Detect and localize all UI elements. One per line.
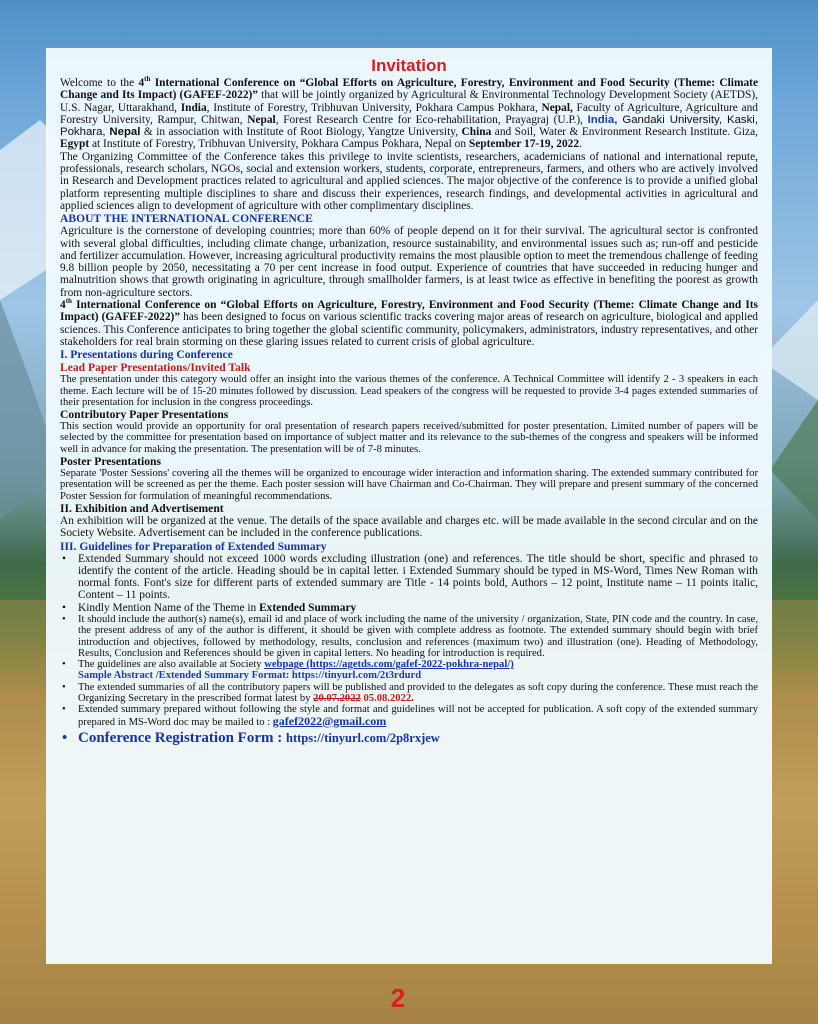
lead-paper-heading: Lead Paper Presentations/Invited Talk [60,361,251,375]
society-webpage-link[interactable]: webpage (https://agetds.com/gafef-2022-pokhra-nepal/) [264,659,514,671]
bullet-icon: • [62,681,66,693]
list-item: • It should include the author(s) name(s), email id and place of work including the name of the university / organization, State, PIN code and the country. In case, the present address of any of the author is different, it should be given with complete address as footnote. The extended summary should begin with brief introduction and objectives, followed by methodology, results, conclusion and references (maximum two) and illustration (one). Heading of Methodology, Results, Conclusion and References should be given in capital letters. No heading for introduction is required. [62,613,758,659]
about-heading: ABOUT THE INTERNATIONAL CONFERENCE [60,212,313,226]
bullet-icon: • [62,601,66,614]
new-deadline: 05.08.2022 [363,693,412,705]
list-item: • Kindly Mention Name of the Theme in Extended Summary [62,601,357,614]
bullet-icon: • [62,659,66,671]
guidelines-heading: III. Guidelines for Preparation of Extended Summary [60,539,327,553]
poster-heading: Poster Presentations [60,455,161,469]
list-item: • The guidelines are also available at Society webpage (https://agetds.com/gafef-2022-pokhra-nepal/) Sample Abstract /Extended Summary Format: https://tinyurl.com/2t3rdurd [62,659,514,682]
sample-format-link[interactable]: Sample Abstract /Extended Summary Format: https://tinyurl.com/2t3rdurd [78,670,422,682]
contributory-text: This section would provide an opportunity for oral presentation of research papers received/submitted for poster presentation. Limited number of papers will be selected by the committee for presentation based on importance of subject matter and its relevance to the sub-themes of the congress and speakers will be informed well in advance for making the presentation. The presentation will be of 7-8 minutes. [60,421,758,455]
organizing-paragraph: The Organizing Committee of the Conference takes this privilege to invite scientists, researchers, academicians of national and international repute, professionals, research scholars, NGOs, social and extension workers, students, corporate, entrepreneurs, farmers, and others who are actively involved in Research and Development practices related to agricultural and applied sciences. The major objective of the conference is to provide a unified global platform representing multiple disciplines to share and discuss their experiences, research findings, and developmental activities in agricultural and applied sciences align to development of agriculture with other complimentary disciplines. [60,150,758,212]
exhibition-heading: II. Exhibition and Advertisement [60,501,224,515]
about-paragraph-2: 4th International Conference on “Global Efforts on Agriculture, Forestry, Environment and Food Security (Theme: Climate Change and Its Impact) (GAFEF-2022)” has been designed to focus on various scientific tracks covering major areas of research on agriculture, biological and applied sciences. This Conference anticipates to bring together the global scientific community, policymakers, administrators, industry representatives, and other stakeholders for real brain storming on these glaring issues related to current crisis of global agriculture. [60,297,759,348]
list-item: • The extended summaries of all the contributory papers will be published and provided to the delegates as soft copy during the conference. These must reach the Organizing Secretary in the prescribed format latest by 20.07.2022 05.08.2022. [62,681,758,705]
poster-text: Separate 'Poster Sessions' covering all the themes will be organized to encourage wider interaction and information sharing. The extended summary contributed for presentation will be screened as per the theme. Each poster session will have Chairman and Co-Chairman. They will prepare and present summary of the concerned Poster Session for formulation of meaningful recommendations. [60,468,758,502]
about-paragraph-1: Agriculture is the cornerstone of developing countries; more than 60% of people depend on it for their survival. The agricultural sector is confronted with several global difficulties, including climate change, urbanization, resource sustainability, and environmental issues such as; run-off and pesticide and fertilizer accumulation. However, increasing agricultural productivity remains the most plausible option to meet the tremendous challenge of feeding 9.8 billion people by 2050, necessitating a 70 per cent increase in food output. Experience of countries that have succeeded in reducing hunger and malnutrition shows that growth originating in agriculture, through smallholder farmers, is at least twice as effective in benefiting the poorest as growth from non-agriculture sectors. [60,225,758,299]
bullet-icon: • [62,704,66,716]
email-link[interactable]: gafef2022@gmail.com [272,713,387,728]
presentations-heading: I. Presentations during Conference [60,348,233,362]
exhibition-text: An exhibition will be organized at the venue. The details of the space available and charges etc. will be made available in the second circular and on the Society Website. Advertisement can be included in the conference publications. [60,514,758,540]
old-deadline: 20.07.2022 [313,693,361,705]
page-number: 2 [390,983,406,1013]
contributory-heading: Contributory Paper Presentations [60,408,229,422]
registration-link[interactable]: https://tinyurl.com/2p8rxjew [286,730,440,745]
bullet-icon: • [62,613,66,625]
lead-paper-text: The presentation under this category would offer an insight into the various themes of the conference. A Technical Committee will identify 2 - 3 speakers in each theme. Each lecture will be of 15-20 minutes followed by discussion. Lead speakers of the congress will be requested to provide 3-4 pages extended summaries of their presentation for inclusion in the congress proceedings. [60,374,758,408]
invitation-card [46,48,772,964]
bullet-icon: • [62,729,68,746]
list-item: • Extended summary prepared without following the style and format and guidelines will not be accepted for publication. A soft copy of the extended summary prepared in MS-Word doc may be mailed to : gafef2022@gmail.com [62,704,758,728]
list-item: • Extended Summary should not exceed 1000 words excluding illustration (one) and references. The title should be short, specific and phrased to identify the content of the article. Heading should be in capital letter. i Extended Summary should be typed in MS-Word, Times New Roman with normal fonts. Font's size for different parts of extended summary are Title - 14 points bold, Authors – 12 point, Institute name – 11 points italic, Content – 11 points. [62,552,758,602]
guidelines-list [60,553,758,747]
bullet-icon: • [62,552,66,565]
page-title: Invitation [371,56,447,75]
welcome-paragraph: Welcome to the 4th International Conference on “Global Efforts on Agriculture, Forestry, Environment and Food Security (Theme: Climate Change and Its Impact) (GAFEF-2022)” that will be jointly organized by Agricultural & Environmental Technology Development Society (AETDS), U.S. Nagar, Uttarakhand, India, Institute of Forestry, Tribhuvan University, Pokhara Campus Pokhara, Nepal, Faculty of Agriculture, Agriculture and Forestry University, Rampur, Chitwan, Nepal, Forest Research Centre for Eco-rehabilitation, Prayagraj (U.P.), India, Gandaki University, Kaski, Pokhara, Nepal & in association with Institute of Root Biology, Yangtze University, China and Soil, Water & Environment Research Institute. Giza, Egypt at Institute of Forestry, Tribhuvan University, Pokhara Campus Pokhara, Nepal on September 17-19, 2022. [60,75,759,151]
registration-item: • Conference Registration Form : https://tinyurl.com/2p8rxjew [62,729,440,746]
